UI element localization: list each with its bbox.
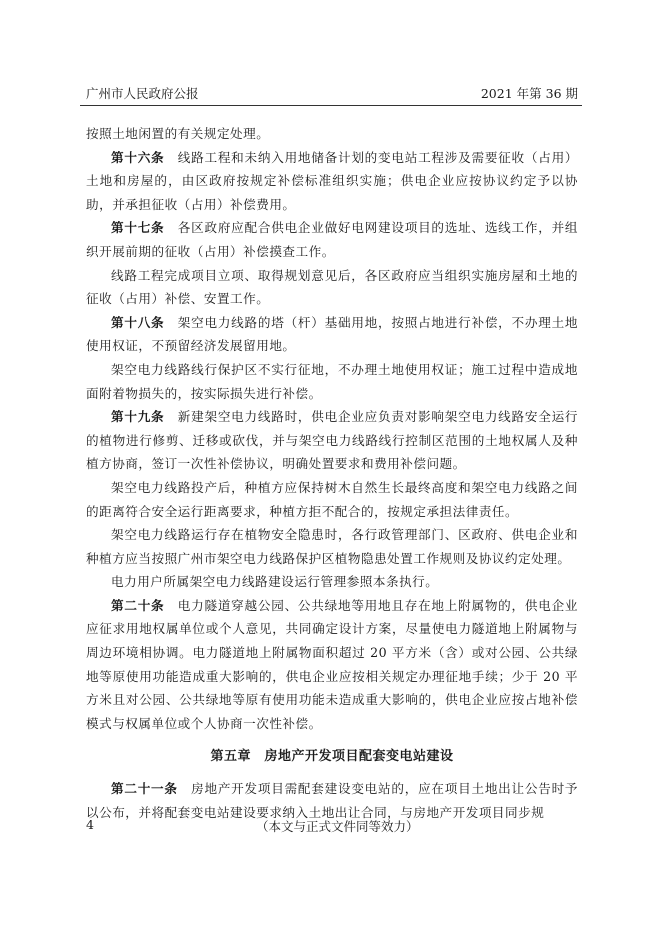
paragraph: 架空电力线路线行保护区不实行征地，不办理土地使用权证；施工过程中造成地面附着物损失的，按实际损失进行补偿。 [86, 361, 578, 401]
page-header [86, 84, 578, 104]
paragraph: 电力用户所属架空电力线路建设运行管理参照本条执行。 [111, 574, 439, 590]
article-heading: 第二十条 [111, 597, 165, 613]
chapter-title: 第五章 房地产开发项目配套变电站建设 [210, 749, 454, 765]
article-paragraph: 第二十一条 房地产开发项目需配套建设变电站的，应在项目土地出让公告时予以公布，并将配套变电站建设要求纳入土地出让合同，与房地产开发项目同步规 [86, 781, 579, 820]
article-heading: 第十九条 [111, 409, 165, 425]
page-footer [86, 817, 578, 837]
article-heading: 第十八条 [111, 314, 165, 330]
paragraph: 按照土地闲置的有关规定处理。 [86, 126, 270, 141]
article-paragraph: 第二十条 电力隧道穿越公园、公共绿地等用地且存在地上附属物的，供电企业应征求用地权属单位或个人意见，共同确定设计方案，尽量使电力隧道地上附属物与周边环境相协调。电力隧道地上附属物面积超过 20 平方米（含）或对公园、公共绿地等原使用功能造成重大影响的，供电企业应按相关规定办理征地手续；少于 20 平方米且对公园、公共绿地等原有使用功能未造成重大影响的，供电企业应按占地补偿模式与权属单位或个人协商一次性补偿。 [86, 597, 579, 731]
article-heading: 第十七条 [111, 220, 165, 236]
article-heading: 第十六条 [111, 149, 165, 165]
header-rule [80, 105, 582, 106]
article-paragraph: 第十七条 各区政府应配合供电企业做好电网建设项目的选址、选线工作，并组织开展前期的征收（占用）补偿摸查工作。 [86, 220, 579, 259]
footer-note: （本文与正式文件同等效力） [256, 819, 419, 834]
paragraph: 架空电力线路运行存在植物安全隐患时，各行政管理部门、区政府、供电企业和种植方应当按照广州市架空电力线路保护区植物隐患处置工作规则及协议约定处理。 [86, 527, 578, 566]
publication-title: 广州市人民政府公报 [86, 86, 199, 101]
paragraph: 线路工程完成项目立项、取得规划意见后，各区政府应当组织实施房屋和土地的征收（占用）补偿、安置工作。 [86, 267, 578, 307]
article-heading: 第二十一条 [111, 781, 178, 797]
page-number: 4 [86, 817, 94, 832]
paragraph: 架空电力线路投产后，种植方应保持树木自然生长最终高度和架空电力线路之间的距离符合安全运行距离要求，种植方拒不配合的，按规定承担法律责任。 [86, 479, 578, 519]
article-paragraph: 第十九条 新建架空电力线路时，供电企业应负责对影响架空电力线路安全运行的植物进行修剪、迁移或砍伐，并与架空电力线路线行控制区范围的土地权属人及种植方协商，签订一次性补偿协议，明确处置要求和费用补偿问题。 [86, 409, 579, 472]
issue-number: 2021 年第 36 期 [480, 86, 578, 101]
document-body [86, 122, 578, 824]
article-paragraph: 第十八条 架空电力线路的塔（杆）基础用地，按照占地进行补偿，不办理土地使用权证，不预留经济发展留用地。 [86, 314, 579, 354]
article-paragraph: 第十六条 线路工程和未纳入用地储备计划的变电站工程涉及需要征收（占用）土地和房屋的，由区政府按规定补偿标准组织实施；供电企业应按协议约定予以协助，并承担征收（占用）补偿费用。 [86, 149, 579, 212]
